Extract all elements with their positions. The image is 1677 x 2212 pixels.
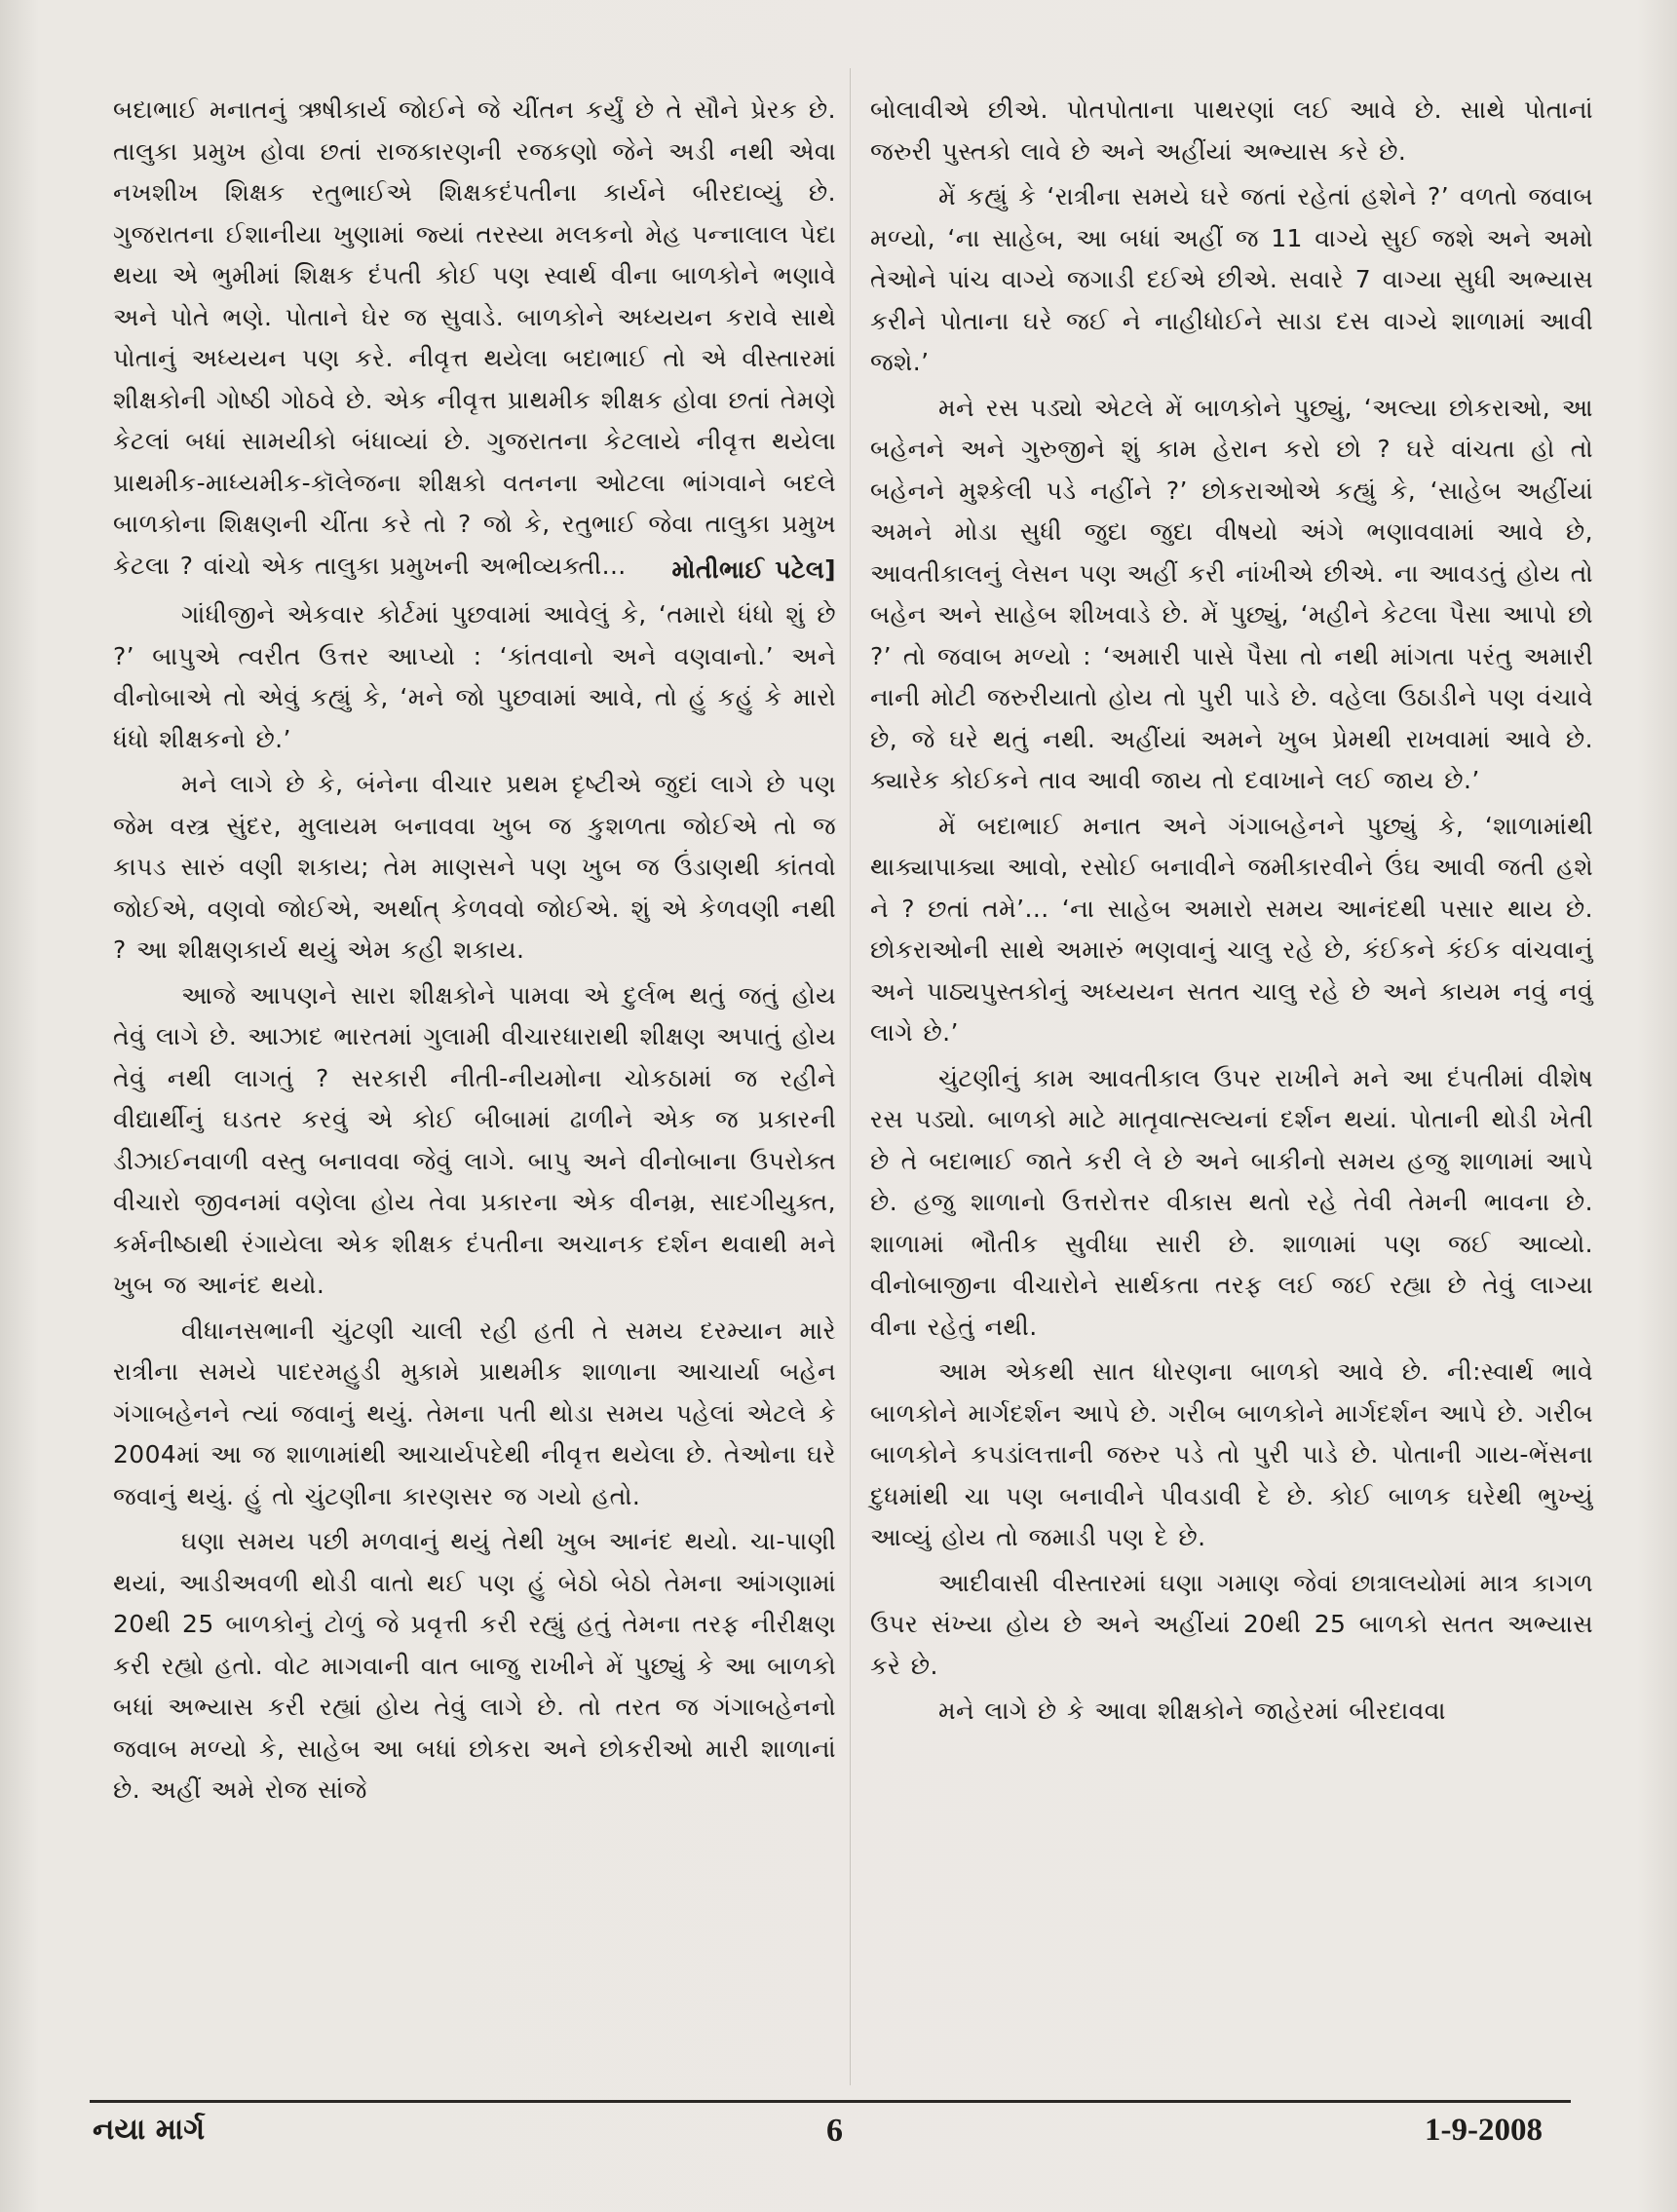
article-paragraph: ગાંધીજીને એકવાર કોર્ટમાં પુછવામાં આવેલું કે, ‘તમારો ધંધો શું છે ?’ બાપુએ ત્વરીત ઉત્તર આપ્યો : ‘કાંતવાનો અને વણવાનો.’ અને વીનોબાએ તો એવું કહ્યું કે, ‘મને જો પુછવામાં આવે, તો હું કહું કે મારો ધંધો શીક્ષકનો છે.’: [113, 600, 836, 753]
article-paragraph: મેં બદાભાઈ મનાત અને ગંગાબહેનને પુછ્યું કે, ‘શાળામાંથી થાક્યાપાક્યા આવો, રસોઈ બનાવીને જમીકારવીને ઉંઘ આવી જતી હશે ને ? છતાં તમે’... ‘ના સાહેબ અમારો સમય આનંદથી પસાર થાય છે. છોકરાઓની સાથે અમારું ભણવાનું ચાલુ રહે છે, કંઈકને કંઈક વાંચવાનું અને પાઠ્યપુસ્તકોનું અધ્યયન સતત ચાલુ રહે છે અને કાયમ નવું નવું લાગે છે.’: [870, 811, 1593, 1047]
article-paragraph: આદીવાસી વીસ્તારમાં ઘણા ગમાણ જેવાં છાત્રાલયોમાં માત્ર કાગળ ઉપર સંખ્યા હોય છે અને અહીંયાં 20થી 25 બાળકો સતત અભ્યાસ કરે છે.: [870, 1568, 1593, 1680]
article-paragraph: આજે આપણને સારા શીક્ષકોને પામવા એ દુર્લભ થતું જતું હોય તેવું લાગે છે. આઝાદ ભારતમાં ગુલામી વીચારધારાથી શીક્ષણ અપાતું હોય તેવું નથી લાગતું ? સરકારી નીતી-નીયમોના ચોકઠામાં જ રહીને વીદ્યાર્થીનું ઘડતર કરવું એ કોઈ બીબામાં ઢાળીને એક જ પ્રકારની ડીઝાઈનવાળી વસ્તુ બનાવવા જેવું લાગે. બાપુ અને વીનોબાના ઉપરોક્ત વીચારો જીવનમાં વણેલા હોય તેવા પ્રકારના એક વીનમ્ર, સાદગીયુક્ત, કર્મનીષ્ઠાથી રંગાયેલા એક શીક્ષક દંપતીના અચાનક દર્શન થવાથી મને ખુબ જ આનંદ થયો.: [113, 980, 836, 1299]
article-paragraph: આમ એકથી સાત ધોરણના બાળકો આવે છે. ની:સ્વાર્થ ભાવે બાળકોને માર્ગદર્શન આપે છે. ગરીબ બાળકોને માર્ગદર્શન આપે છે. ગરીબ બાળકોને કપડાંલત્તાની જરુર પડે તો પુરી પાડે છે. પોતાની ગાય-ભેંસના દુધમાંથી ચા પણ બનાવીને પીવડાવી દે છે. કોઈ બાળક ઘરેથી ભુખ્યું આવ્યું હોય તો જમાડી પણ દે છે.: [870, 1357, 1593, 1551]
article-paragraph: મને રસ પડ્યો એટલે મેં બાળકોને પુછ્યું, ‘અલ્યા છોકરાઓ, આ બહેનને અને ગુરુજીને શું કામ હેરાન કરો છો ? ઘરે વાંચતા હો તો બહેનને મુશ્કેલી પડે નહીંને ?’ છોકરાઓએ કહ્યું કે, ‘સાહેબ અહીંયાં અમને મોડા સુધી જુદા જુદા વીષયો અંગે ભણાવવામાં આવે છે, આવતીકાલનું લેસન પણ અહીં કરી નાંખીએ છીએ. ના આવડતું હોય તો બહેન અને સાહેબ શીખવાડે છે. મેં પુછ્યું, ‘મહીને કેટલા પૈસા આપો છો ?’ તો જવાબ મળ્યો : ‘અમારી પાસે પૈસા તો નથી માંગતા પરંતુ અમારી નાની મોટી જરુરીયાતો હોય તો પુરી પાડે છે. વહેલા ઉઠાડીને પણ વંચાવે છે, જે ઘરે થતું નથી. અહીંયાં અમને ખુબ પ્રેમથી રાખવામાં આવે છે. ક્યારેક કોઈકને તાવ આવી જાય તો દવાખાને લઈ જાય છે.’: [870, 393, 1593, 794]
article-paragraph: મને લાગે છે કે આવા શીક્ષકોને જાહેરમાં બીરદાવવા: [938, 1697, 1446, 1725]
editor-signature: મોતીભાઈ પટેલ]: [671, 554, 836, 584]
right-column: [870, 90, 1593, 1736]
column-divider: [850, 68, 851, 2085]
article-paragraph: મને લાગે છે કે, બંનેના વીચાર પ્રથમ દૃષ્ટીએ જુદાં લાગે છે પણ જેમ વસ્ત્ર સુંદર, મુલાયમ બનાવવા ખુબ જ કુશળતા જોઈએ તો જ કાપડ સારું વણી શકાય; તેમ માણસને પણ ખુબ જ ઉંડાણથી કાંતવો જોઈએ, વણવો જોઈએ, અર્થાત્ કેળવવો જોઈએ. શું એ કેળવણી નથી ? આ શીક્ષણકાર્ય થયું એમ કહી શકાય.: [113, 770, 836, 964]
page-number: 6: [826, 2113, 843, 2149]
article-paragraph: વીધાનસભાની ચુંટણી ચાલી રહી હતી તે સમય દરમ્યાન મારે રાત્રીના સમયે પાદરમહુડી મુકામે પ્રાથમીક શાળાના આચાર્યા બહેન ગંગાબહેનને ત્યાં જવાનું થયું. તેમના પતી થોડા સમય પહેલાં એટલે કે 2004માં આ જ શાળામાંથી આચાર્યપદેથી નીવૃત્ત થયેલા છે. તેઓના ઘરે જવાનું થયું. હું તો ચુંટણીના કારણસર જ ગયો હતો.: [113, 1316, 836, 1510]
footer-rule: [90, 2100, 1571, 2103]
editor-intro: [113, 90, 836, 587]
article-continuation: બોલાવીએ છીએ. પોતપોતાના પાથરણાં લઈ આવે છે. સાથે પોતાનાં જરુરી પુસ્તકો લાવે છે અને અહીંયાં અભ્યાસ કરે છે.: [870, 95, 1593, 166]
left-column: [113, 90, 836, 1815]
article-paragraph: ચુંટણીનું કામ આવતીકાલ ઉપર રાખીને મને આ દંપતીમાં વીશેષ રસ પડ્યો. બાળકો માટે માતૃવાત્સલ્યનાં દર્શન થયાં. પોતાની થોડી ખેતી છે તે બદાભાઈ જાતે કરી લે છે અને બાકીનો સમય હજુ શાળામાં આપે છે. હજુ શાળાનો ઉત્તરોત્તર વીકાસ થતો રહે તેવી તેમની ભાવના છે. શાળામાં ભૌતીક સુવીધા સારી છે. શાળામાં પણ જઈ આવ્યો. વીનોબાજીના વીચારોને સાર્થકતા તરફ લઈ જઈ રહ્યા છે તેવું લાગ્યા વીના રહેતું નથી.: [870, 1063, 1593, 1341]
magazine-name: નયા માર્ગ: [93, 2113, 206, 2147]
article-paragraph: મેં કહ્યું કે ‘રાત્રીના સમયે ઘરે જતાં રહેતાં હશેને ?’ વળતો જવાબ મળ્યો, ‘ના સાહેબ, આ બધાં અહીં જ 11 વાગ્યે સુઈ જશે અને અમો તેઓને પાંચ વાગ્યે જગાડી દઈએ છીએ. સવારે 7 વાગ્યા સુધી અભ્યાસ કરીને પોતાના ઘરે જઈ ને નાહીધોઈને સાડા દસ વાગ્યે શાળામાં આવી જશે.’: [870, 182, 1593, 376]
editor-intro-text: બદાભાઈ મનાતનું ઋષીકાર્ય જોઈને જે ચીંતન કર્યું છે તે સૌને પ્રેરક છે. તાલુકા પ્રમુખ હોવા છતાં રાજકારણની રજકણો જેને અડી નથી એવા નખશીખ શિક્ષક રતુભાઈએ શિક્ષકદંપતીના કાર્યને બીરદાવ્યું છે. ગુજરાતના ઈશાનીયા ખુણામાં જ્યાં તરસ્યા મલકનો મેહ પન્નાલાલ પેદા થયા એ ભુમીમાં શિક્ષક દંપતી કોઈ પણ સ્વાર્થ વીના બાળકોને ભણાવે અને પોતે ભણે. પોતાને ઘેર જ સુવાડે. બાળકોને અધ્યયન કરાવે સાથે પોતાનું અધ્યયન પણ કરે. નીવૃત્ત થયેલા બદાભાઈ તો એ વીસ્તારમાં શીક્ષકોની ગોષ્ઠી ગોઠવે છે. એક નીવૃત્ત પ્રાથમીક શીક્ષક હોવા છતાં તેમણે કેટલાં બધાં સામયીકો બંધાવ્યાં છે. ગુજરાતના કેટલાયે નીવૃત્ત થયેલા પ્રાથમીક-માધ્યમીક-કૉલેજના શીક્ષકો વતનના ઓટલા ભાંગવાને બદલે બાળકોના શિક્ષણની ચીંતા કરે તો ? જો કે, રતુભાઈ જેવા તાલુકા પ્રમુખ કેટલા ? વાંચો એક તાલુકા પ્રમુખની અભીવ્યક્તી...: [113, 95, 836, 580]
article-paragraph: ઘણા સમય પછી મળવાનું થયું તેથી ખુબ આનંદ થયો. ચા-પાણી થયાં, આડીઅવળી થોડી વાતો થઈ પણ હું બેઠો બેઠો તેમના આંગણામાં 20થી 25 બાળકોનું ટોળું જે પ્રવૃત્તી કરી રહ્યું હતું તેમના તરફ નીરીક્ષણ કરી રહ્યો હતો. વોટ માગવાની વાત બાજુ રાખીને મેં પુછ્યું કે આ બાળકો બધાં અભ્યાસ કરી રહ્યાં હોય તેવું લાગે છે. તો તરત જ ગંગાબહેનનો જવાબ મળ્યો કે, સાહેબ આ બધાં છોકરા અને છોકરીઓ મારી શાળાનાં છે. અહીં અમે રોજ સાંજે: [113, 1527, 836, 1804]
issue-date: 1-9-2008: [1425, 2113, 1543, 2148]
